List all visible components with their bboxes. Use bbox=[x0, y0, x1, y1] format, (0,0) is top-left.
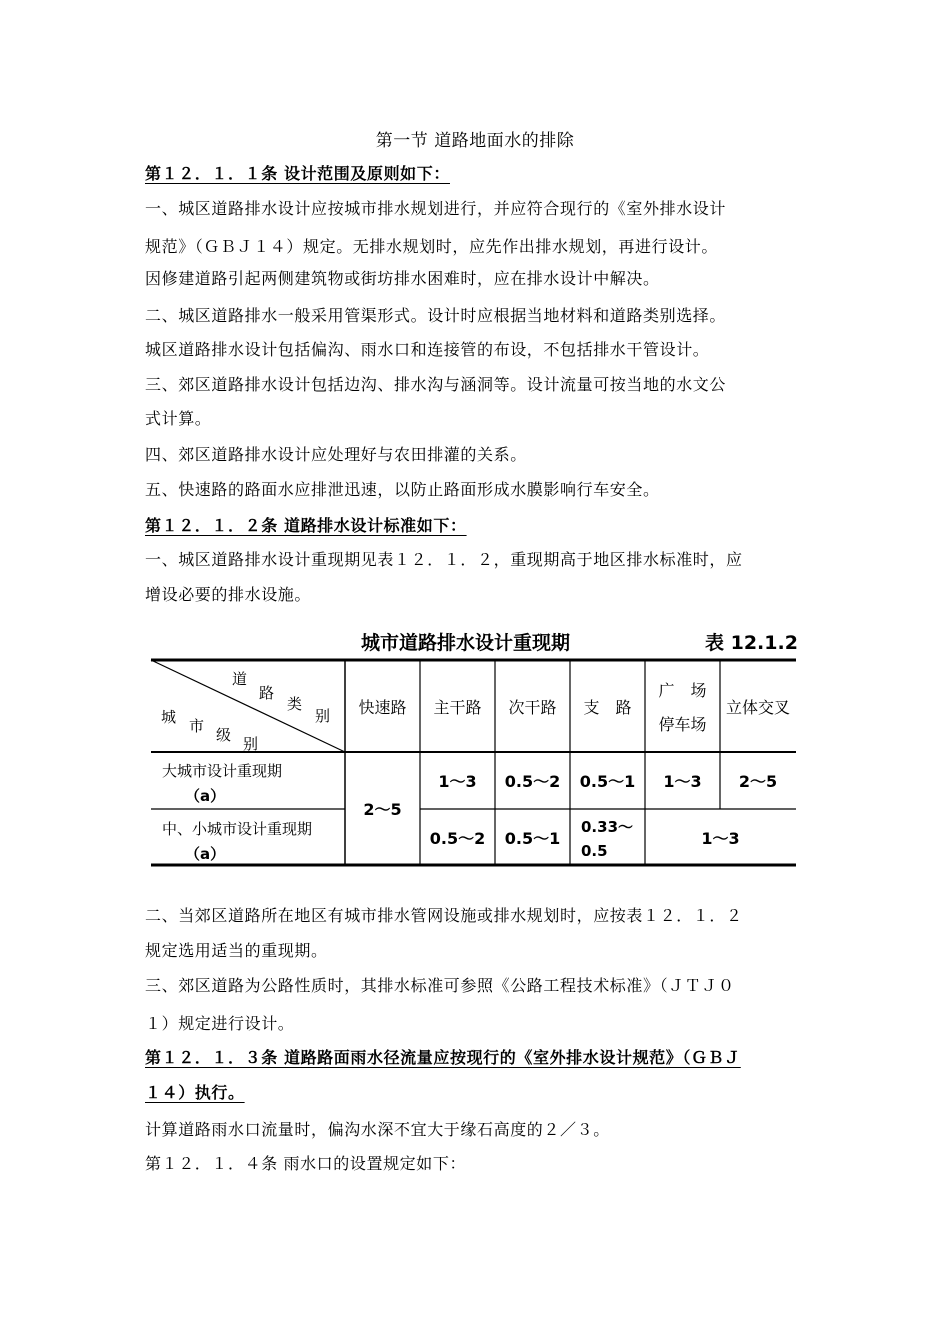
corner-road-char: 路 bbox=[259, 684, 275, 702]
corner-road-char: 类 bbox=[287, 695, 303, 713]
col-header-secondary: 次干路 bbox=[508, 697, 557, 717]
corner-city-char: 城 bbox=[161, 708, 177, 726]
corner-city-char: 级 bbox=[216, 726, 232, 744]
row-label-large-city: 大城市设计重现期 bbox=[162, 762, 283, 780]
row-label-large-city-unit: （a） bbox=[185, 787, 226, 805]
corner-road-char: 别 bbox=[315, 707, 331, 725]
article-12-1-2-heading: 第１２．１．２条 道路排水设计标准如下： bbox=[145, 516, 467, 535]
paragraph-line: 规定选用适当的重现期。 bbox=[145, 941, 328, 960]
paragraph-line: 增设必要的排水设施。 bbox=[145, 585, 312, 604]
paragraph-line: 式计算。 bbox=[145, 409, 212, 428]
paragraph-line: 一、城区道路排水设计应按城市排水规划进行，并应符合现行的《室外排水设计 bbox=[145, 199, 727, 218]
paragraph-line: 一、城区道路排水设计重现期见表１２．１．２，重现期高于地区排水标准时，应 bbox=[145, 550, 743, 569]
paragraph-line: 三、郊区道路排水设计包括边沟、排水沟与涵洞等。设计流量可按当地的水文公 bbox=[145, 375, 727, 394]
paragraph-line: 四、郊区道路排水设计应处理好与农田排灌的关系。 bbox=[145, 445, 527, 464]
cell-r1-square: 1～3 bbox=[663, 772, 702, 791]
row-label-small-city: 中、小城市设计重现期 bbox=[162, 820, 313, 838]
cell-r2-main: 0.5～2 bbox=[429, 828, 486, 848]
cell-r1-overpass: 2～5 bbox=[738, 772, 778, 791]
cell-r1-main: 1～3 bbox=[438, 772, 477, 791]
paragraph-line: 三、郊区道路为公路性质时，其排水标准可参照《公路工程技术标准》（ＪＴＪ０ bbox=[145, 976, 735, 995]
cell-r1-branch: 0.5～1 bbox=[579, 772, 636, 791]
paragraph-line: 因修建道路引起两侧建筑物或街坊排水困难时，应在排水设计中解决。 bbox=[145, 269, 660, 288]
cell-r2-secondary: 0.5～1 bbox=[504, 828, 561, 848]
col-header-square-line2: 停车场 bbox=[658, 714, 707, 734]
article-12-1-3-heading-line1: 第１２．１．３条 道路路面雨水径流量应按现行的《室外排水设计规范》（ＧＢＪ bbox=[145, 1048, 741, 1067]
cell-express-all: 2～5 bbox=[363, 800, 402, 819]
cell-r2-branch-line2: 0.5 bbox=[581, 842, 608, 860]
col-header-square-line1: 广 场 bbox=[658, 680, 707, 700]
paragraph-line: １）规定进行设计。 bbox=[145, 1014, 295, 1033]
article-12-1-1-heading: 第１２．１．１条 设计范围及原则如下： bbox=[145, 164, 450, 183]
section-title: 第一节 道路地面水的排除 bbox=[375, 131, 575, 151]
col-header-express: 快速路 bbox=[358, 697, 407, 717]
cell-r2-square-overpass: 1～3 bbox=[701, 828, 740, 848]
row-label-small-city-unit: （a） bbox=[185, 845, 226, 863]
paragraph-line: 二、城区道路排水一般采用管渠形式。设计时应根据当地材料和道路类别选择。 bbox=[145, 306, 727, 325]
corner-city-char: 别 bbox=[243, 735, 259, 753]
table-number: 表 12.1.2 bbox=[705, 632, 798, 654]
col-header-branch: 支 路 bbox=[583, 697, 632, 717]
cell-r2-branch-line1: 0.33～ bbox=[581, 818, 634, 836]
corner-city-char: 市 bbox=[189, 717, 205, 735]
article-12-1-4-heading: 第１２．１．４条 雨水口的设置规定如下： bbox=[145, 1154, 467, 1173]
paragraph-line: 二、当郊区道路所在地区有城市排水管网设施或排水规划时，应按表１２．１．２ bbox=[145, 906, 743, 925]
paragraph-line: 计算道路雨水口流量时，偏沟水深不宜大于缘石高度的２／３。 bbox=[145, 1120, 610, 1139]
paragraph-line: 城区道路排水设计包括偏沟、雨水口和连接管的布设，不包括排水干管设计。 bbox=[145, 340, 710, 359]
corner-road-char: 道 bbox=[232, 670, 248, 688]
table-caption: 城市道路排水设计重现期 bbox=[361, 632, 571, 654]
col-header-main: 主干路 bbox=[433, 697, 482, 717]
paragraph-line: 规范》（ＧＢＪ１４）规定。无排水规划时，应先作出排水规划，再进行设计。 bbox=[145, 237, 719, 256]
col-header-overpass: 立体交叉 bbox=[725, 697, 790, 717]
cell-r1-secondary: 0.5～2 bbox=[504, 772, 561, 791]
article-12-1-3-heading-line2: １４）执行。 bbox=[145, 1083, 245, 1102]
paragraph-line: 五、快速路的路面水应排泄迅速，以防止路面形成水膜影响行车安全。 bbox=[145, 480, 660, 499]
